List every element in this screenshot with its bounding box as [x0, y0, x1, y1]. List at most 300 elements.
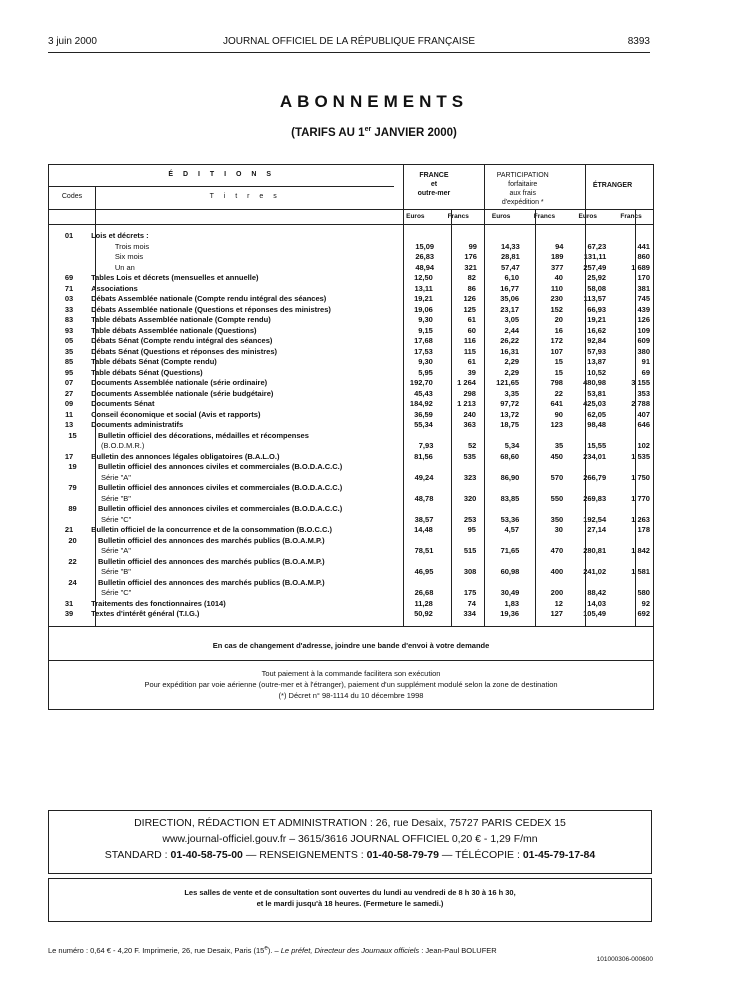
row-code: 39 — [64, 609, 74, 618]
row-code: 24 — [68, 577, 77, 587]
row-value — [566, 231, 609, 242]
row-title: Bulletin officiel des annonces des marchés publics (B.O.A.M.P.) — [98, 556, 325, 566]
row-value: 480,98 — [583, 378, 607, 387]
row-value: 175 — [463, 588, 477, 597]
row-value: 470 — [550, 546, 564, 555]
row-value: 98,48 — [587, 420, 607, 429]
footer-reference: 101000306-000600 — [596, 956, 653, 963]
row-value: 200 — [550, 588, 564, 597]
row-code: 21 — [64, 525, 74, 534]
row-value: 323 — [463, 472, 477, 482]
row-value: 269,83 — [583, 493, 607, 503]
table-row — [49, 336, 653, 347]
table-row — [49, 252, 653, 263]
row-subtitle: Série "C" — [100, 514, 132, 524]
row-value: 1 263 — [631, 514, 650, 524]
row-value: 48,94 — [415, 262, 435, 272]
unit-euros: Euros — [578, 213, 597, 220]
row-subtitle: Série "B" — [100, 567, 131, 576]
row-value: 27,14 — [587, 525, 607, 534]
row-title: Documents Assemblée nationale (série budgétaire) — [91, 388, 274, 398]
row-value: 115 — [463, 346, 476, 356]
row-value: 441 — [637, 241, 650, 251]
row-value: 22 — [554, 388, 563, 398]
table-row-cont — [49, 515, 653, 526]
row-code: 01 — [64, 231, 74, 240]
row-value: 35,06 — [500, 294, 520, 303]
row-code: 27 — [64, 388, 74, 398]
unit-francs: Francs — [620, 213, 642, 220]
row-value: 1,83 — [504, 598, 520, 608]
row-value: 350 — [550, 514, 564, 524]
row-value: 55,34 — [414, 420, 433, 429]
row-code: 35 — [64, 346, 74, 356]
table-row — [49, 273, 653, 284]
row-value: 266,79 — [583, 472, 607, 482]
row-value: 61 — [467, 315, 476, 324]
row-value: 321 — [464, 262, 477, 272]
row-value — [609, 231, 653, 242]
row-value: 15,09 — [415, 241, 435, 251]
row-value: 152 — [550, 304, 563, 314]
row-value: 102 — [637, 441, 650, 450]
row-value: 15 — [554, 367, 563, 377]
row-value: 35 — [554, 441, 564, 450]
row-value: 176 — [464, 252, 477, 261]
row-value: 57,47 — [500, 262, 520, 272]
row-value: 126 — [463, 294, 476, 303]
row-value: 535 — [463, 451, 476, 461]
row-code: 33 — [64, 304, 74, 314]
units-row — [49, 210, 653, 225]
row-title: Débats Assemblée nationale (Compte rendu intégral des séances) — [91, 294, 327, 303]
row-title: Documents administratifs — [91, 420, 184, 429]
tariffs-grid — [49, 165, 653, 626]
row-value: 580 — [637, 588, 650, 597]
row-value: 107 — [550, 346, 563, 356]
row-value: 377 — [550, 262, 564, 272]
row-value: 1 842 — [631, 546, 650, 555]
row-value: 320 — [463, 493, 477, 503]
row-value: 609 — [637, 336, 651, 345]
row-subtitle: Série "A" — [100, 546, 131, 555]
row-code: 79 — [68, 483, 77, 492]
row-value: 68,60 — [500, 451, 520, 461]
row-value: 49,24 — [414, 472, 434, 482]
row-value: 2 788 — [631, 399, 651, 408]
row-value: 12,50 — [414, 273, 433, 282]
table-row — [49, 242, 653, 253]
payment-line-3: (*) Décret n° 98-1114 du 10 décembre 1998 — [278, 690, 424, 700]
row-title: Documents Assemblée nationale (série ordinaire) — [91, 378, 268, 387]
row-value: 39 — [467, 367, 476, 377]
row-title: Débats Assemblée nationale (Questions et réponses des ministres) — [91, 304, 331, 314]
row-value: 48,78 — [414, 493, 434, 503]
row-title: Bulletin officiel des décorations, médailles et récompenses — [98, 430, 309, 440]
row-value: 240 — [463, 409, 476, 419]
page-subtitle: (TARIFS AU 1er JANVIER 2000) — [291, 126, 457, 139]
row-value: 121,65 — [496, 378, 520, 387]
row-title: Table débats Assemblée nationale (Questions) — [91, 325, 257, 335]
row-value: 363 — [463, 420, 476, 429]
row-code: 69 — [64, 273, 74, 282]
row-value: 425,03 — [583, 399, 607, 408]
row-value: 298 — [463, 388, 476, 398]
row-value: 241,02 — [583, 567, 607, 576]
row-value: 5,95 — [418, 367, 433, 377]
row-value: 82 — [467, 273, 476, 282]
row-value: 1 535 — [631, 451, 651, 461]
row-value: 13,72 — [500, 409, 520, 419]
payment-line-2: Pour expédition par voie aérienne (outre-mer et à l'étranger), paiement d'un supplément modulé selon la zone de destination — [144, 679, 558, 689]
unit-francs: Francs — [447, 213, 469, 220]
row-value: 52 — [468, 441, 477, 450]
row-value: 83,85 — [500, 493, 520, 503]
row-value: 12 — [554, 598, 563, 608]
row-code: 83 — [64, 315, 74, 324]
row-value: 450 — [550, 451, 563, 461]
row-code — [49, 263, 89, 274]
table-row — [49, 578, 653, 589]
row-value: 67,23 — [587, 241, 607, 251]
row-value: 109 — [637, 325, 651, 335]
row-value: 234,01 — [583, 451, 607, 461]
etranger-label: ÉTRANGER — [592, 182, 633, 189]
table-row-cont — [49, 441, 653, 452]
editions-header — [49, 165, 394, 209]
row-value: 26,68 — [414, 588, 434, 597]
row-value: 58,08 — [587, 283, 607, 293]
table-row — [49, 399, 653, 410]
row-value: 18,75 — [500, 420, 520, 429]
row-value: 94 — [555, 241, 564, 251]
row-value: 20 — [554, 315, 563, 324]
header-date: 3 juin 2000 — [48, 36, 97, 47]
table-row-cont — [49, 473, 653, 484]
row-value: 74 — [467, 598, 476, 608]
row-value: 4,57 — [504, 525, 520, 534]
row-value: 91 — [641, 357, 651, 366]
table-row — [49, 462, 653, 473]
row-subtitle: (B.O.D.M.R.) — [100, 441, 145, 450]
france-label: FRANCE et outre-mer — [417, 172, 451, 197]
table-row — [49, 525, 653, 536]
row-value: 123 — [550, 420, 563, 429]
row-value: 126 — [637, 315, 651, 324]
row-value: 26,83 — [415, 252, 435, 261]
row-value: 30,49 — [500, 588, 520, 597]
row-value: 308 — [463, 567, 477, 576]
table-row-cont — [49, 588, 653, 599]
direction-box — [48, 810, 652, 874]
row-value: 125 — [463, 304, 476, 314]
editions-label: É D I T I O N S — [168, 171, 276, 178]
row-value: 9,30 — [418, 357, 433, 366]
payment-notes — [49, 660, 653, 709]
row-code: 17 — [64, 451, 74, 461]
row-value: 16,77 — [500, 283, 520, 293]
row-code — [49, 242, 89, 253]
row-value: 745 — [637, 294, 651, 303]
row-value: 170 — [637, 273, 651, 282]
page-title: ABONNEMENTS — [279, 92, 469, 111]
row-subtitle: Série "C" — [100, 588, 132, 597]
row-code: 05 — [64, 336, 74, 345]
table-row — [49, 410, 653, 421]
row-code — [49, 252, 89, 263]
row-value: 19,36 — [500, 609, 520, 618]
row-value: 116 — [463, 336, 476, 345]
row-value — [522, 231, 566, 242]
row-code: 89 — [68, 504, 77, 513]
row-value: 110 — [550, 283, 563, 293]
row-value: 192,54 — [583, 514, 607, 524]
table-row — [49, 431, 653, 442]
table-row — [49, 315, 653, 326]
row-value: 1 689 — [631, 262, 650, 272]
table-row — [49, 599, 653, 610]
row-value: 14,33 — [500, 241, 520, 251]
row-code: 95 — [64, 367, 74, 377]
sales-line-2: et le mardi jusqu'à 18 heures. (Fermeture le samedi.) — [256, 899, 444, 908]
unit-euros: Euros — [491, 213, 511, 220]
tariffs-table — [48, 164, 654, 710]
row-value — [393, 231, 436, 242]
row-title: Trois mois — [114, 241, 150, 251]
row-value: 19,06 — [414, 304, 433, 314]
row-value: 10,52 — [587, 367, 607, 377]
row-value: 17,68 — [414, 336, 433, 345]
row-value: 17,53 — [414, 346, 433, 356]
row-value: 30 — [554, 525, 563, 534]
row-value: 23,17 — [500, 304, 520, 314]
row-value: 36,59 — [414, 409, 433, 419]
table-row — [49, 357, 653, 368]
table-row — [49, 294, 653, 305]
row-value: 11,28 — [414, 598, 433, 608]
row-value: 25,92 — [587, 273, 607, 282]
unit-euros: Euros — [406, 213, 425, 220]
payment-line-1: Tout paiement à la commande facilitera son exécution — [261, 668, 441, 678]
table-row — [49, 483, 653, 494]
row-value: 407 — [637, 409, 651, 419]
footer-numero: Le numéro : 0,64 € - 4,20 F. Imprimerie, 26, rue Desaix, Paris (15e). – Le préfet, Directeur des Journaux officiels : Jean-Paul BOLUFER — [48, 944, 497, 955]
row-code: 22 — [68, 556, 77, 566]
row-value: 353 — [637, 388, 651, 398]
row-value: 78,51 — [414, 546, 434, 555]
row-code: 07 — [64, 378, 74, 387]
row-value: 9,15 — [418, 325, 433, 335]
row-code: 71 — [64, 283, 74, 293]
row-value: 380 — [637, 346, 651, 356]
table-row — [49, 347, 653, 358]
page-footer — [48, 944, 653, 963]
table-row — [49, 389, 653, 400]
row-value: 9,30 — [418, 315, 433, 324]
row-value: 515 — [463, 546, 477, 555]
table-row — [49, 504, 653, 515]
row-value: 16,31 — [500, 346, 520, 356]
row-value: 131,11 — [583, 252, 607, 261]
row-value: 62,05 — [587, 409, 607, 419]
row-title: Six mois — [114, 252, 144, 261]
row-value: 6,10 — [504, 273, 520, 282]
table-row — [49, 231, 653, 242]
row-code: 20 — [68, 535, 77, 545]
row-value: 381 — [637, 283, 651, 293]
row-title: Conseil économique et social (Avis et rapports) — [91, 409, 261, 419]
row-value: 14,03 — [587, 598, 607, 608]
row-value: 1 264 — [457, 378, 476, 387]
header-journal: JOURNAL OFFICIEL DE LA RÉPUBLIQUE FRANÇAISE — [222, 36, 476, 47]
row-title: Bulletin officiel des annonces civiles et commerciales (B.O.D.A.C.C.) — [98, 462, 343, 471]
titres-label: T i t r e s — [209, 193, 281, 200]
row-value: 71,65 — [500, 546, 520, 555]
direction-phones: STANDARD : 01-40-58-75-00 — RENSEIGNEMENTS : 01-40-58-79-79 — TÉLÉCOPIE : 01-45-79-17-84 — [104, 849, 596, 861]
row-value: 550 — [550, 493, 564, 503]
row-value: 1 770 — [631, 493, 650, 503]
row-subtitle: Série "B" — [100, 493, 131, 503]
row-value — [479, 231, 522, 242]
row-value: 28,81 — [500, 252, 520, 261]
row-value — [436, 231, 479, 242]
row-value: 1 750 — [631, 472, 650, 482]
table-row-cont — [49, 494, 653, 505]
table-row — [49, 452, 653, 463]
row-title: Bulletin officiel des annonces civiles et commerciales (B.O.D.A.C.C.) — [98, 483, 343, 492]
row-value: 184,92 — [409, 399, 433, 408]
table-row — [49, 420, 653, 431]
row-value: 13,11 — [414, 283, 433, 293]
row-code: 13 — [64, 420, 74, 429]
row-code: 19 — [68, 462, 77, 471]
row-value: 178 — [637, 525, 651, 534]
row-title: Bulletin officiel des annonces des marchés publics (B.O.A.M.P.) — [98, 535, 325, 545]
row-value: 15 — [554, 357, 563, 366]
row-title: Bulletin officiel de la concurrence et de la consommation (B.O.C.C.) — [91, 525, 332, 534]
codes-label: Codes — [61, 193, 83, 200]
row-value: 53,81 — [587, 388, 607, 398]
row-value: 105,49 — [583, 609, 607, 618]
row-value: 2,29 — [504, 357, 520, 366]
table-header — [49, 165, 653, 210]
row-value: 88,42 — [587, 588, 607, 597]
row-value: 46,95 — [414, 567, 434, 576]
table-row — [49, 326, 653, 337]
row-code: 85 — [64, 357, 74, 366]
row-value: 3 155 — [631, 378, 651, 387]
row-value: 95 — [467, 525, 476, 534]
row-value: 127 — [550, 609, 563, 618]
page-header — [48, 36, 650, 50]
row-value: 15,55 — [587, 441, 607, 450]
row-value: 3,35 — [504, 388, 520, 398]
row-value: 3,05 — [504, 315, 520, 324]
table-row — [49, 609, 653, 620]
row-value: 1 581 — [631, 567, 650, 576]
row-code: 31 — [64, 598, 74, 608]
row-title: Table débats Sénat (Questions) — [91, 367, 203, 377]
row-value: 97,72 — [500, 399, 520, 408]
row-value: 641 — [550, 399, 563, 408]
row-title: Tables Lois et décrets (mensuelles et annuelle) — [91, 273, 259, 282]
row-value: 53,36 — [500, 514, 520, 524]
row-value: 253 — [463, 514, 477, 524]
header-page-number: 8393 — [627, 36, 650, 47]
row-value: 7,93 — [418, 441, 434, 450]
row-value: 40 — [554, 273, 563, 282]
row-value: 69 — [641, 367, 651, 377]
row-code: 09 — [64, 399, 74, 408]
row-code: 15 — [68, 430, 77, 440]
row-value: 16 — [554, 325, 563, 335]
row-title: Table débats Sénat (Compte rendu) — [91, 357, 217, 366]
row-title: Débats Sénat (Compte rendu intégral des séances) — [91, 336, 273, 345]
row-value: 19,21 — [587, 315, 607, 324]
table-row — [49, 557, 653, 568]
row-value: 86,90 — [500, 472, 520, 482]
row-title: Textes d'intérêt général (T.I.G.) — [91, 609, 200, 618]
row-value: 90 — [554, 409, 563, 419]
table-row-cont — [49, 546, 653, 557]
row-value: 57,93 — [587, 346, 607, 356]
row-code: 11 — [65, 409, 74, 419]
row-value: 172 — [550, 336, 563, 345]
row-code: 03 — [64, 294, 74, 303]
row-value: 45,43 — [414, 388, 433, 398]
change-address-note: En cas de changement d'adresse, joindre une bande d'envoi à votre demande — [49, 626, 653, 660]
table-row — [49, 368, 653, 379]
row-value: 2,44 — [504, 325, 520, 335]
row-value: 400 — [550, 567, 564, 576]
row-value: 13,87 — [587, 357, 607, 366]
row-value: 5,34 — [504, 441, 520, 450]
row-value: 439 — [637, 304, 651, 314]
row-value: 38,57 — [414, 514, 434, 524]
row-subtitle: Série "A" — [100, 472, 131, 482]
row-value: 113,57 — [583, 294, 607, 303]
row-value: 570 — [550, 472, 564, 482]
row-title: Table débats Assemblée nationale (Compte rendu) — [91, 315, 271, 324]
row-title: Traitements des fonctionnaires (1014) — [91, 598, 226, 608]
row-value: 19,21 — [414, 294, 433, 303]
unit-francs: Francs — [533, 213, 556, 220]
row-value: 189 — [550, 252, 564, 261]
row-value: 61 — [467, 357, 476, 366]
table-row — [49, 536, 653, 547]
row-title: Bulletin officiel des annonces des marchés publics (B.O.A.M.P.) — [98, 577, 325, 587]
row-title: Associations — [91, 283, 138, 293]
row-value: 99 — [468, 241, 477, 251]
row-title: Un an — [114, 262, 135, 272]
sales-hours-box — [48, 878, 652, 922]
row-value: 230 — [550, 294, 563, 303]
sales-line-1: Les salles de vente et de consultation sont ouvertes du lundi au vendredi de 8 h 30 à 16 h 30, — [184, 888, 516, 897]
row-title: Débats Sénat (Questions et réponses des ministres) — [91, 346, 277, 356]
header-rule — [48, 52, 650, 53]
row-value: 66,93 — [587, 304, 607, 314]
row-title: Bulletin des annonces légales obligatoires (B.A.L.O.) — [91, 451, 280, 461]
row-value: 860 — [637, 252, 650, 261]
direction-address: DIRECTION, RÉDACTION ET ADMINISTRATION : 26, rue Desaix, 75727 PARIS CEDEX 15 — [134, 817, 566, 829]
row-value: 50,92 — [414, 609, 433, 618]
table-row-cont — [49, 567, 653, 578]
row-title: Documents Sénat — [91, 399, 155, 408]
row-title: Lois et décrets : — [91, 231, 149, 240]
row-value: 646 — [637, 420, 651, 429]
row-value: 692 — [637, 609, 651, 618]
row-value: 1 213 — [457, 399, 476, 408]
